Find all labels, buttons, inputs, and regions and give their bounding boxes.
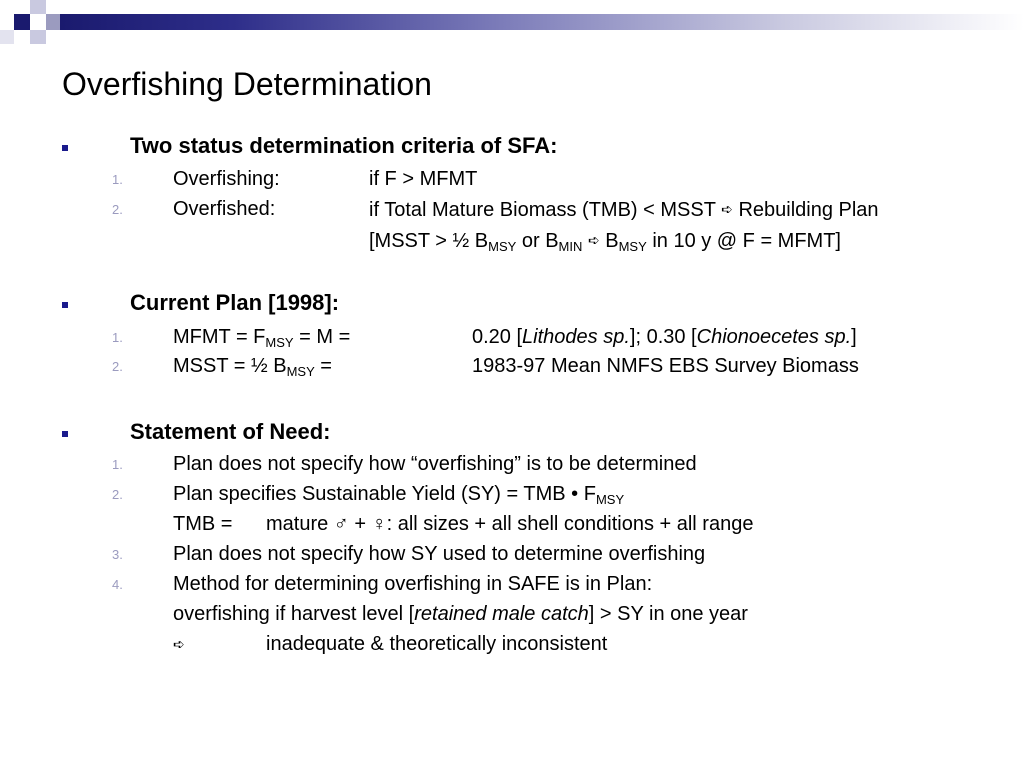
item-number: 1. — [112, 330, 123, 345]
section-bullet — [62, 431, 68, 437]
text: Plan specifies Sustainable Yield (SY) = TMB • F — [173, 483, 596, 505]
item-label — [173, 353, 332, 379]
text: 0.20 [ — [472, 326, 523, 348]
emphasis-text: retained male catch — [414, 603, 589, 625]
subscript: MSY — [618, 239, 647, 254]
section-heading: Current Plan [1998]: — [130, 290, 340, 315]
item-number: 1. — [112, 457, 123, 472]
item-text — [173, 481, 624, 507]
text: ] > SY in one year — [588, 603, 748, 625]
item-text: Plan does not specify how “overfishing” is to be determined — [173, 453, 697, 475]
item-number: 4. — [112, 577, 123, 592]
subscript: MSY — [488, 239, 517, 254]
decor-square-dark — [14, 14, 30, 30]
text: ]; 0.30 [ — [629, 326, 697, 348]
text: = — [314, 355, 332, 377]
decor-square-mid — [46, 14, 60, 30]
decor-gradient-bar — [60, 14, 1024, 30]
item-label — [173, 324, 350, 350]
conclusion-arrow-icon — [173, 631, 185, 658]
conclusion-text: inadequate & theoretically inconsistent — [266, 633, 608, 655]
species-name: Chionoecetes sp. — [696, 326, 852, 348]
header-decoration — [0, 0, 1024, 46]
subscript: MSY — [595, 492, 625, 507]
value-text: if Total Mature Biomass (TMB) < MSST — [369, 199, 716, 221]
text: or B — [516, 230, 559, 252]
item-value: 1983-97 Mean NMFS EBS Survey Biomass — [472, 355, 859, 377]
item-text: Plan does not specify how SY used to determine overfishing — [173, 543, 706, 565]
tmb-label: TMB = — [173, 513, 233, 535]
subscript: MSY — [286, 364, 315, 379]
text: overfishing if harvest level [ — [173, 603, 415, 625]
tmb-definition: mature ♂ + ♀: all sizes + all shell conditions + all range — [266, 513, 754, 535]
item-number: 2. — [112, 487, 123, 502]
section-heading: Statement of Need: — [130, 419, 331, 444]
item-number: 1. — [112, 172, 123, 187]
value-text: Rebuilding Plan — [738, 199, 879, 221]
slide-title: Overfishing Determination — [62, 66, 432, 102]
text: in 10 y @ F = MFMT] — [646, 230, 841, 252]
species-name: Lithodes sp. — [522, 326, 630, 348]
arrow-icon: ➪ — [587, 232, 600, 248]
item-continuation — [369, 227, 841, 254]
item-number: 2. — [112, 359, 123, 374]
section-bullet — [62, 145, 68, 151]
item-value: if F > MFMT — [369, 168, 478, 190]
arrow-icon: ➪ — [173, 636, 185, 652]
overfishing-definition — [173, 601, 748, 627]
arrow-icon: ➪ — [721, 201, 733, 217]
section-bullet — [62, 302, 68, 308]
text: MSST = ½ B — [173, 355, 287, 377]
item-label: Overfished: — [173, 198, 276, 220]
subscript: MSY — [265, 335, 294, 350]
section-heading: Two status determination criteria of SFA: — [130, 133, 558, 158]
text: MFMT = F — [173, 326, 266, 348]
text: [MSST > ½ B — [369, 230, 489, 252]
item-text: Method for determining overfishing in SAFE is in Plan: — [173, 573, 653, 595]
subscript: MIN — [558, 239, 583, 254]
decor-square-small — [0, 30, 14, 44]
decor-square-light — [30, 0, 46, 14]
text: ] — [851, 326, 857, 348]
item-number: 3. — [112, 547, 123, 562]
text: B — [605, 230, 619, 252]
text: = M = — [293, 326, 351, 348]
decor-square-light-2 — [30, 30, 46, 44]
item-value — [472, 324, 857, 350]
item-number: 2. — [112, 202, 123, 217]
item-value — [369, 196, 879, 223]
item-label: Overfishing: — [173, 168, 280, 190]
